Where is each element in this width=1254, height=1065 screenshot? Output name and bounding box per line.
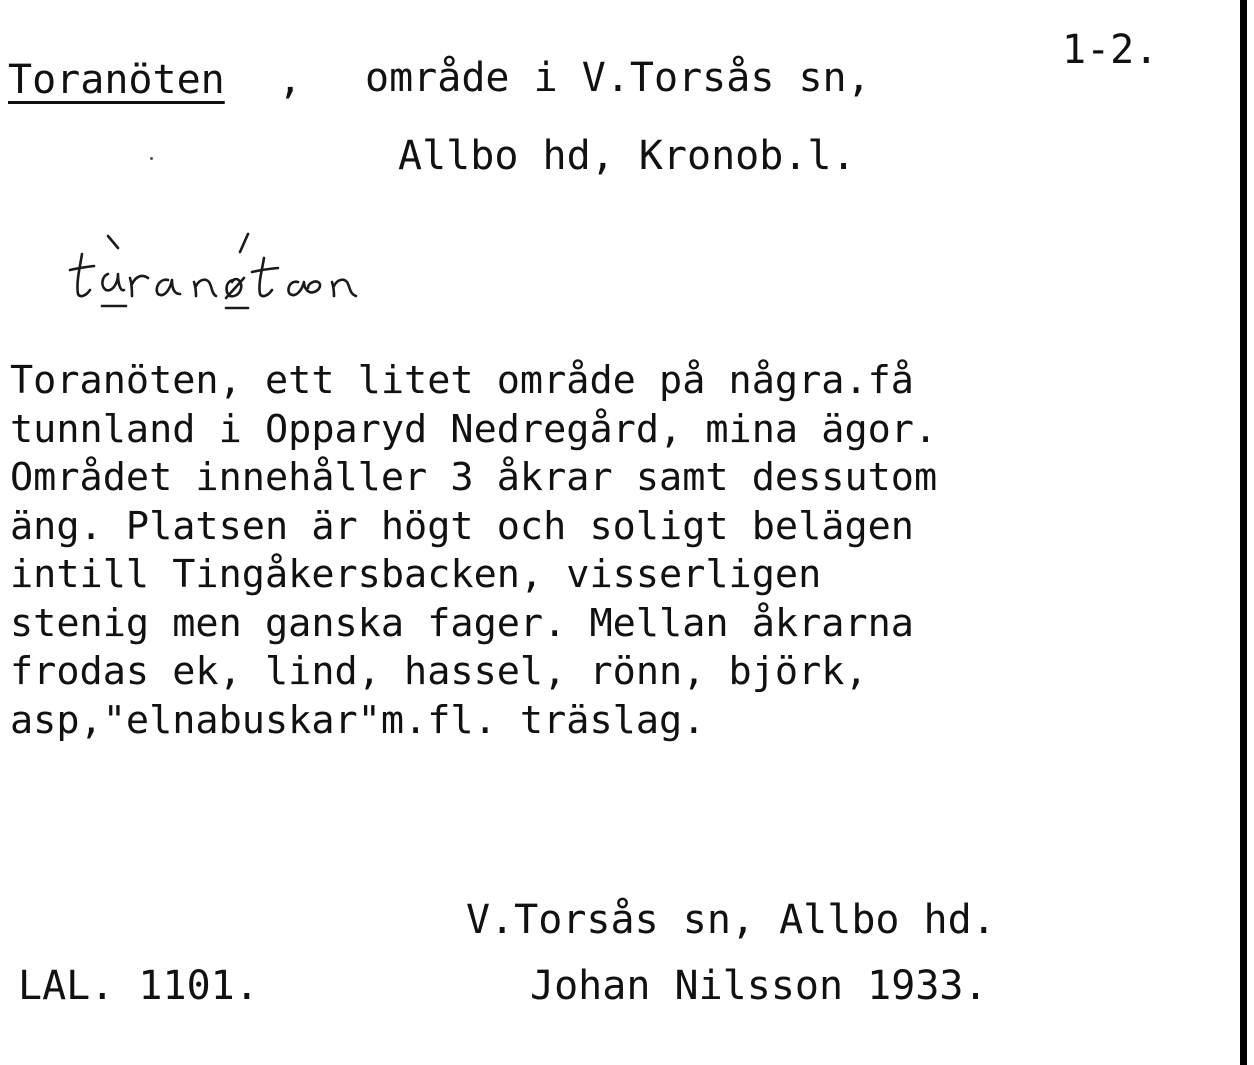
body-line: Området innehåller 3 åkrar samt dessutom [10, 455, 938, 500]
archive-reference: LAL. 1101. [18, 963, 259, 1009]
place-name-heading: Toranöten [8, 57, 225, 103]
body-line: asp,"elnabuskar"m.fl. träslag. [10, 697, 706, 743]
body-line: tunnland i Opparyd Nedregård, mina ägor. [10, 406, 938, 452]
card-edge-line [1240, 0, 1247, 1065]
stray-dot-mark [150, 157, 153, 160]
footer-place: V.Torsås sn, Allbo hd. [466, 897, 996, 943]
body-line: stenig men ganska fager. Mellan åkrarna [10, 600, 914, 646]
handwritten-dialect-transcription [68, 222, 468, 322]
card-body-text [10, 357, 937, 745]
place-name-comma: , [278, 57, 303, 103]
body-line: intill Tingåkersbacken, visserligen [10, 552, 822, 597]
area-description: område i V.Torsås sn, [365, 55, 871, 101]
district-line: Allbo hd, Kronob.l. [398, 133, 856, 179]
card-number: 1-2. [1062, 27, 1159, 73]
body-line: äng. Platsen är högt och soligt belägen [10, 503, 914, 549]
body-line: frodas ek, lind, hassel, rönn, björk, [10, 649, 868, 694]
informant-signature: Johan Nilsson 1933. [530, 963, 988, 1009]
body-line: Toranöten, ett litet område på några.få [10, 358, 914, 403]
